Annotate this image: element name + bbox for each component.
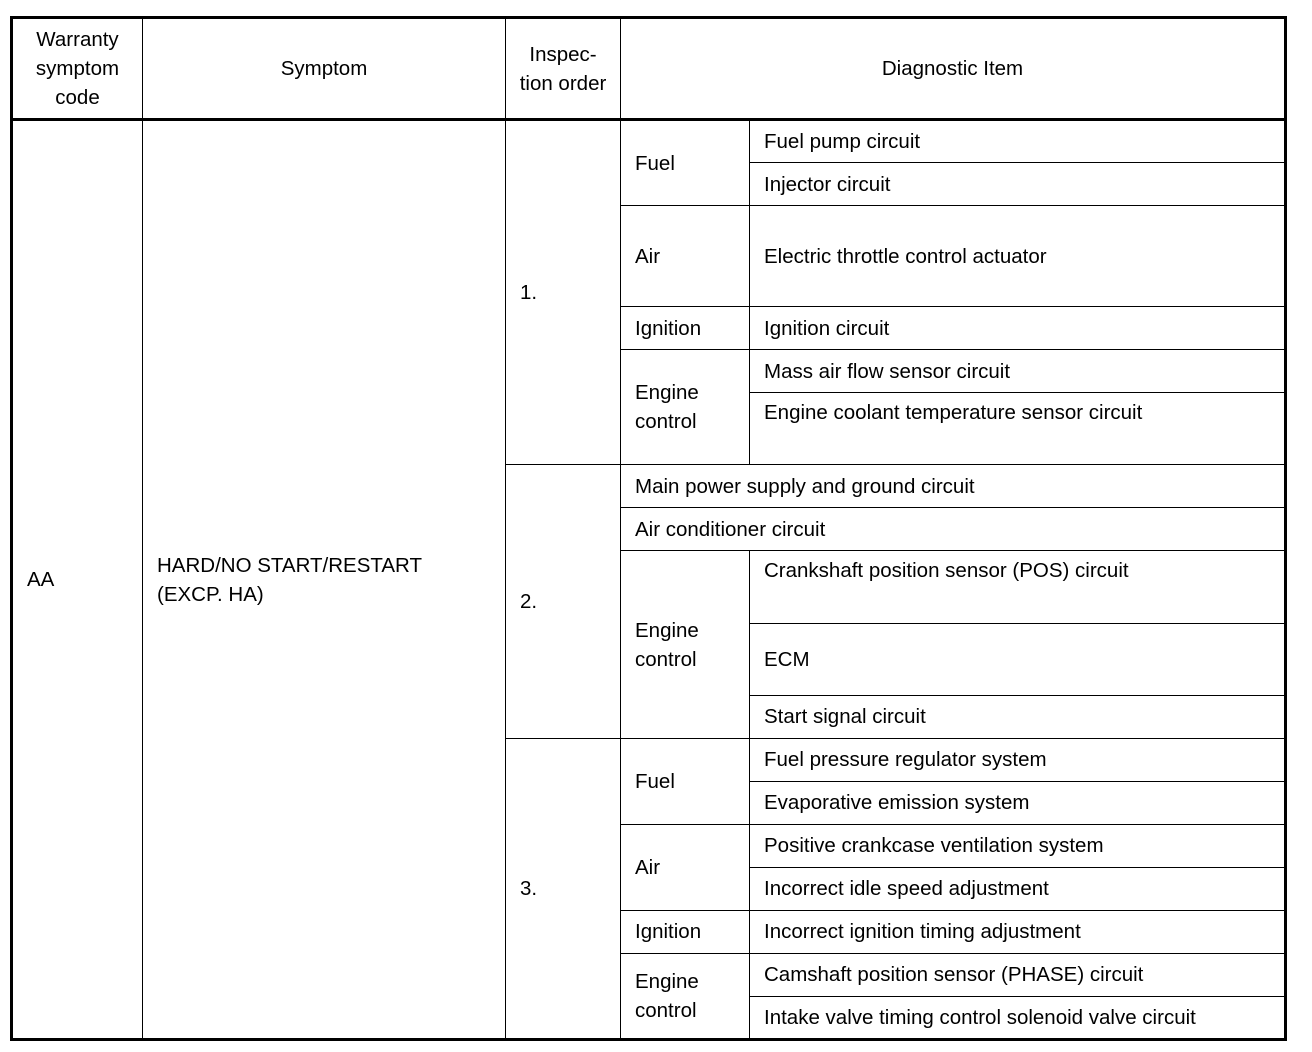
category-cell: Ignition xyxy=(621,307,750,350)
diagnostic-item: Incorrect ignition timing adjustment xyxy=(750,910,1286,953)
diagnostic-item: Ignition circuit xyxy=(750,307,1286,350)
diagnostic-table-container xyxy=(10,16,1284,1041)
diagnostic-item: Evaporative emission system xyxy=(750,781,1286,824)
diagnostic-item: Crankshaft position sensor (POS) circuit xyxy=(750,551,1286,623)
diagnostic-item: ECM xyxy=(750,623,1286,695)
diagnostic-item: Incorrect idle speed adjustment xyxy=(750,867,1286,910)
category-cell: Ignition xyxy=(621,910,750,953)
diagnostic-item: Electric throttle control actuator xyxy=(750,206,1286,307)
diagnostic-item: Fuel pressure regulator system xyxy=(750,738,1286,781)
diagnostic-item: Start signal circuit xyxy=(750,695,1286,738)
diagnostic-item: Engine coolant temperature sensor circuit xyxy=(750,393,1286,465)
warranty-code-cell: AA xyxy=(12,120,143,1040)
category-cell: Engine control xyxy=(621,551,750,738)
table-row xyxy=(12,120,1286,163)
header-inspection-order: Inspec- tion order xyxy=(506,18,621,120)
category-cell: Fuel xyxy=(621,738,750,824)
category-cell: Air xyxy=(621,206,750,307)
category-cell: Fuel xyxy=(621,120,750,206)
diagnostic-item-wide: Main power supply and ground circuit xyxy=(621,465,1286,508)
header-diagnostic-item: Diagnostic Item xyxy=(621,18,1286,120)
inspection-order-1: 1. xyxy=(506,120,621,465)
inspection-order-3: 3. xyxy=(506,738,621,1039)
diagnostic-item: Injector circuit xyxy=(750,163,1286,206)
category-cell: Engine control xyxy=(621,953,750,1039)
diagnostic-item: Mass air flow sensor circuit xyxy=(750,350,1286,393)
category-cell: Engine control xyxy=(621,350,750,465)
symptom-cell: HARD/NO START/RESTART (EXCP. HA) xyxy=(143,120,506,1040)
diagnostic-item: Camshaft position sensor (PHASE) circuit xyxy=(750,953,1286,996)
header-symptom: Symptom xyxy=(143,18,506,120)
category-cell: Air xyxy=(621,824,750,910)
inspection-order-2: 2. xyxy=(506,465,621,738)
header-warranty-code: Warranty symptom code xyxy=(12,18,143,120)
diagnostic-item: Positive crankcase ventilation system xyxy=(750,824,1286,867)
diagnostic-item-wide: Air conditioner circuit xyxy=(621,508,1286,551)
diagnostic-item: Intake valve timing control solenoid valve circuit xyxy=(750,996,1286,1039)
table-header-row xyxy=(12,18,1286,120)
diagnostic-item: Fuel pump circuit xyxy=(750,120,1286,163)
diagnostic-table xyxy=(10,16,1287,1041)
